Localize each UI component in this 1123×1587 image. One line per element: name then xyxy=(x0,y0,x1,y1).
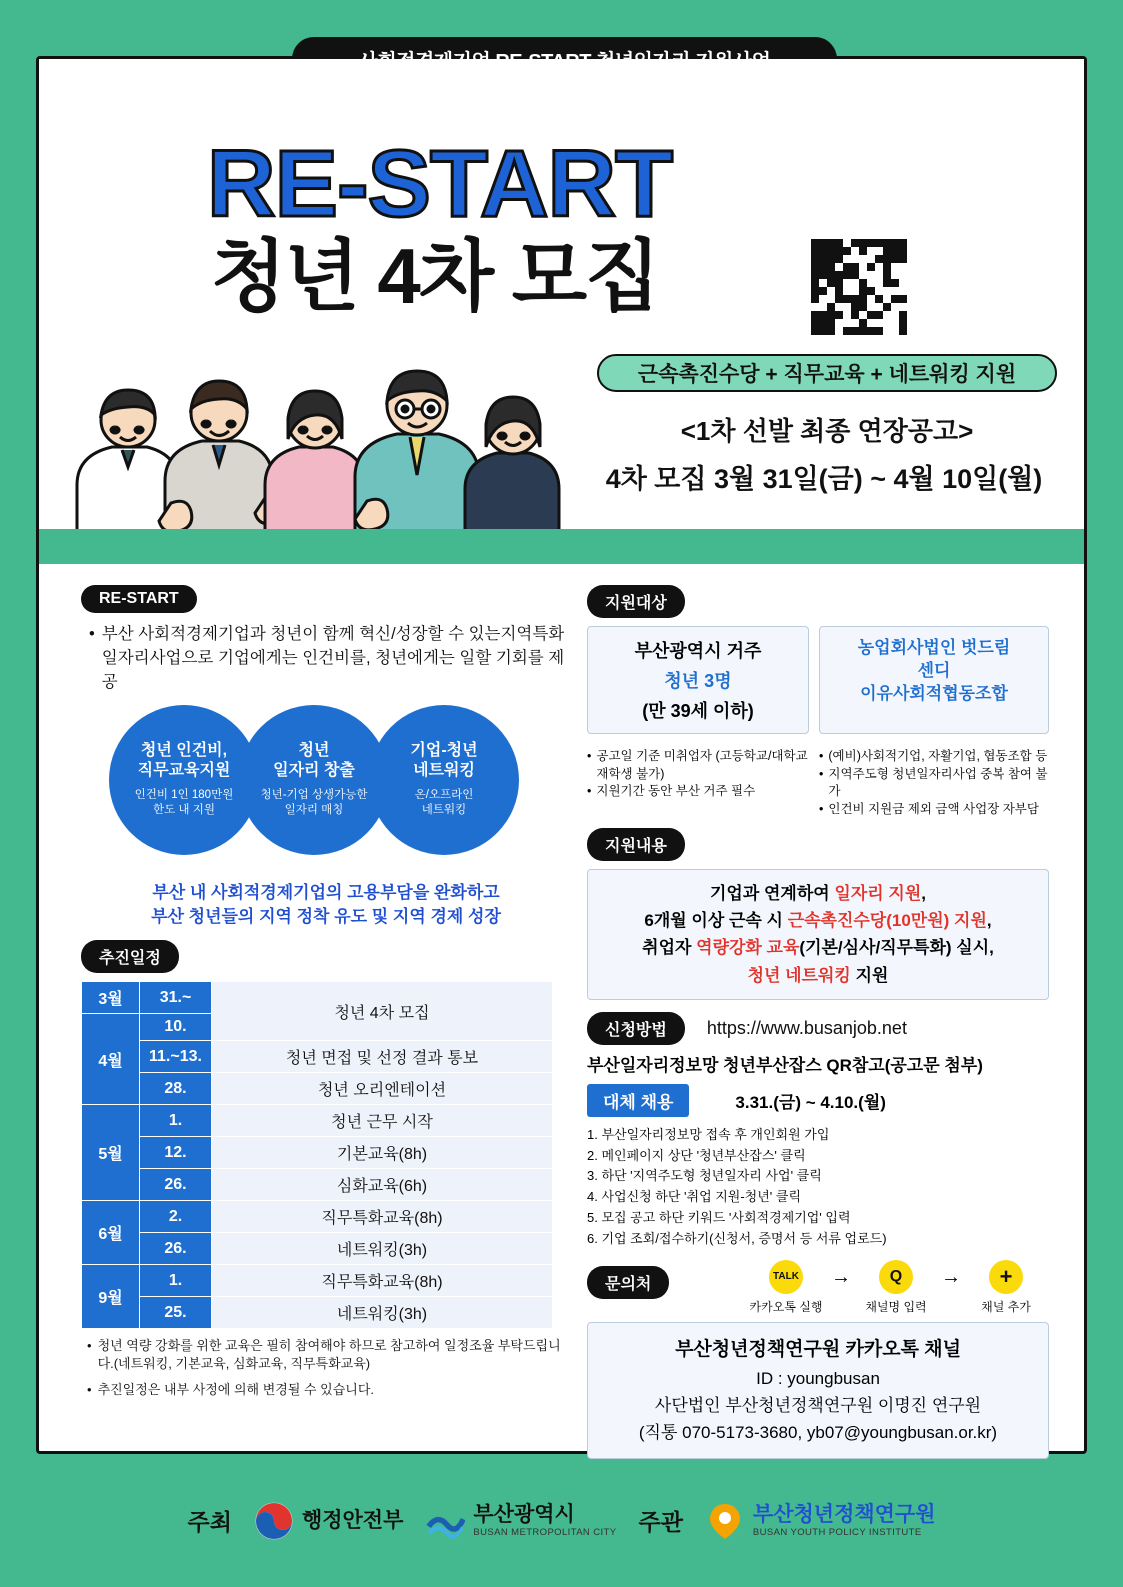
goal-statement: 부산 내 사회적경제기업의 고용부담을 완화하고 부산 청년들의 지역 정착 유도 및 지역 경제 성장 xyxy=(151,882,501,927)
schedule-task: 청년 면접 및 선정 결과 통보 xyxy=(212,1041,553,1073)
list-item xyxy=(587,783,809,801)
target-right-note-1: (예비)사회적기업, 자활기업, 협동조합 등 xyxy=(828,749,1048,763)
list-item xyxy=(587,748,809,783)
kakao-step-1-caption: 카카오톡 실행 xyxy=(749,1299,823,1314)
apply-url-link[interactable]: https://www.busanjob.net xyxy=(706,1017,907,1038)
target-notes xyxy=(587,742,1049,818)
logo-moi xyxy=(254,1501,403,1541)
company-name-3: 이유사회적협동조합 xyxy=(860,683,1008,703)
support-line-1: 기업과 연계하여 일자리 지원, xyxy=(710,884,926,903)
schedule-task: 직무특화교육(8h) xyxy=(212,1201,553,1233)
apply-steps xyxy=(587,1125,1049,1250)
schedule-day: 26. xyxy=(140,1233,212,1265)
circle-item-2 xyxy=(239,705,389,855)
apply-step-3: 3. 하단 '지역주도형 청년일자리 사업' 클릭 xyxy=(587,1168,822,1184)
search-icon: Q xyxy=(879,1260,913,1294)
notice-extension-line: <1차 선발 최종 연장공고> xyxy=(680,416,974,446)
schedule-task: 직무특화교육(8h) xyxy=(212,1265,553,1297)
schedule-task: 청년 근무 시작 xyxy=(212,1105,553,1137)
busan-city-mark-icon xyxy=(425,1501,465,1541)
table-row xyxy=(82,1105,553,1137)
kakao-step-2 xyxy=(853,1260,939,1316)
table-row xyxy=(82,1297,553,1329)
kakao-step-2-caption: 채널명 입력 xyxy=(865,1299,927,1314)
target-count: 청년 3명 xyxy=(664,671,732,691)
contact-header-row xyxy=(587,1254,1049,1316)
pin-icon xyxy=(705,1501,745,1541)
schedule-month: 6월 xyxy=(82,1201,140,1265)
green-divider-bar xyxy=(39,529,1084,564)
host-name: 행정안전부 xyxy=(301,1508,404,1532)
circle-sub-1: 인건비 1인 180만원 한도 내 지원 xyxy=(134,789,234,817)
table-row xyxy=(82,1233,553,1265)
contact-person: 사단법인 부산청년정책연구원 이명진 연구원 xyxy=(654,1396,982,1416)
schedule-table xyxy=(81,981,553,1329)
kakao-steps xyxy=(743,1260,1049,1316)
target-right-note-2: 지역주도형 청년일자리사업 중복 참여 불가 xyxy=(828,766,1048,798)
table-row xyxy=(82,1073,553,1105)
schedule-month: 4월 xyxy=(82,1014,140,1105)
schedule-task: 청년 4차 모집 xyxy=(212,982,553,1041)
target-left-notes xyxy=(587,748,809,818)
schedule-section xyxy=(81,940,571,1400)
kakao-step-3 xyxy=(963,1260,1049,1316)
circle-item-3 xyxy=(369,705,519,855)
target-right-box xyxy=(819,626,1049,734)
list-item xyxy=(819,748,1049,766)
hero-section xyxy=(39,59,1084,564)
schedule-note-1 xyxy=(87,1337,571,1373)
contact-phone-email: (직통 070-5173-3680, yb07@youngbusan.or.kr) xyxy=(638,1423,998,1443)
organizer-label: 주관 xyxy=(638,1509,683,1535)
support-section xyxy=(587,828,1049,1000)
apply-step-5: 5. 모집 공고 하단 키워드 '사회적경제기업' 입력 xyxy=(587,1209,851,1225)
list-item xyxy=(819,766,1049,801)
bullet-dot-icon: • xyxy=(819,801,824,816)
apply-subtitle: 부산일자리정보망 청년부산잡스 QR참고(공고문 첨부) xyxy=(587,1055,983,1075)
poster-card xyxy=(36,56,1087,1454)
recruit-period-line: 4차 모집 3월 31일(금) ~ 4월 10일(월) xyxy=(605,464,1043,494)
arrow-right-icon: → xyxy=(941,1265,961,1288)
table-row xyxy=(82,1137,553,1169)
circle-sub-2: 청년-기업 상생가능한 일자리 매칭 xyxy=(260,789,368,817)
schedule-task: 심화교육(6h) xyxy=(212,1169,553,1201)
support-line-4: 청년 네트워킹 지원 xyxy=(747,965,889,985)
right-column xyxy=(587,585,1049,1459)
kakao-talk-icon: TALK xyxy=(769,1260,803,1294)
apply-step-6: 6. 기업 조회/접수하기(신청서, 증명서 등 서류 업로드) xyxy=(587,1230,887,1246)
left-column xyxy=(81,585,571,1400)
contact-channel: 부산청년정책연구원 카카오톡 채널 xyxy=(675,1338,961,1360)
schedule-month: 9월 xyxy=(82,1265,140,1329)
apply-section xyxy=(587,1012,1049,1250)
circle-title-1: 청년 인건비, 직무교육지원 xyxy=(137,742,231,780)
section-label-target: 지원대상 xyxy=(587,585,685,618)
schedule-day: 1. xyxy=(140,1105,212,1137)
target-left-box xyxy=(587,626,809,734)
section-label-apply: 신청방법 xyxy=(587,1012,685,1045)
restart-circles xyxy=(81,705,571,877)
list-item xyxy=(819,801,1049,819)
restart-description xyxy=(89,623,571,695)
kakao-step-3-caption: 채널 추가 xyxy=(981,1299,1031,1314)
target-right-note-3: 인건비 지원금 제외 금액 사업장 자부담 xyxy=(828,801,1039,816)
arrow-right-icon: → xyxy=(831,1265,851,1288)
schedule-day: 31.~ xyxy=(140,982,212,1014)
benefits-pill: 근속촉진수당 + 직무교육 + 네트워킹 지원 xyxy=(597,354,1057,392)
section-label-contact: 문의처 xyxy=(587,1266,669,1299)
table-row xyxy=(82,1169,553,1201)
schedule-task: 네트워킹(3h) xyxy=(212,1233,553,1265)
company-name-2: 센디 xyxy=(917,660,951,680)
circle-sub-3: 온/오프라인 네트워킹 xyxy=(414,789,474,817)
replace-hiring-label: 대체 채용 xyxy=(587,1084,689,1117)
schedule-note-2-text: 추진일정은 내부 사정에 의해 변경될 수 있습니다. xyxy=(97,1382,375,1398)
plus-icon: + xyxy=(989,1260,1023,1294)
table-row xyxy=(82,1265,553,1297)
apply-step-4: 4. 사업신청 하단 '취업 지원-청년' 클릭 xyxy=(587,1189,802,1205)
section-label-restart: RE-START xyxy=(81,585,197,613)
poster-title-ko: 청년 4차 모집 xyxy=(211,232,659,320)
table-row xyxy=(82,1201,553,1233)
table-row xyxy=(82,1041,553,1073)
kakao-step-1 xyxy=(743,1260,829,1316)
schedule-day: 10. xyxy=(140,1014,212,1041)
schedule-day: 25. xyxy=(140,1297,212,1329)
schedule-day: 12. xyxy=(140,1137,212,1169)
schedule-day: 11.~13. xyxy=(140,1041,212,1073)
target-residence: 부산광역시 거주 xyxy=(634,641,762,661)
schedule-month: 3월 xyxy=(82,982,140,1014)
schedule-task: 네트워킹(3h) xyxy=(212,1297,553,1329)
schedule-day: 1. xyxy=(140,1265,212,1297)
target-left-note-2: 지원기간 동안 부산 거주 필수 xyxy=(596,784,756,798)
schedule-task: 청년 오리엔테이션 xyxy=(212,1073,553,1105)
company-name-1: 농업회사법인 벗드림 xyxy=(857,638,1011,657)
host2-sub: BUSAN METROPOLITAN CITY xyxy=(473,1526,617,1538)
logo-byp xyxy=(705,1501,936,1541)
replace-hiring-row xyxy=(587,1084,1049,1117)
poster-title-en: RE-START xyxy=(207,131,673,237)
target-age: (만 39세 이하) xyxy=(642,701,754,721)
support-box xyxy=(587,869,1049,1000)
schedule-month: 5월 xyxy=(82,1105,140,1201)
replace-hiring-date: 3.31.(금) ~ 4.10.(월) xyxy=(735,1092,886,1112)
table-row xyxy=(82,982,553,1014)
organizer-sub: BUSAN YOUTH POLICY INSTITUTE xyxy=(752,1526,922,1538)
host2-name: 부산광역시 xyxy=(473,1503,575,1527)
circle-item-1 xyxy=(109,705,259,855)
section-label-support: 지원내용 xyxy=(587,828,685,861)
schedule-note-2 xyxy=(87,1381,571,1399)
contact-id: ID : youngbusan xyxy=(756,1368,880,1388)
bullet-dot-icon: • xyxy=(89,625,95,643)
support-line-2: 6개월 이상 근속 시 근속촉진수당(10만원) 지원, xyxy=(644,911,992,931)
organizer-name: 부산청년정책연구원 xyxy=(752,1503,936,1527)
host-label: 주최 xyxy=(187,1509,232,1535)
bullet-dot-icon: • xyxy=(587,749,592,763)
qr-code[interactable] xyxy=(811,239,907,335)
schedule-day: 26. xyxy=(140,1169,212,1201)
circle-title-3: 기업-청년 네트워킹 xyxy=(410,742,478,780)
bullet-dot-icon: • xyxy=(819,766,824,781)
section-label-schedule: 추진일정 xyxy=(81,940,179,973)
bullet-dot-icon: • xyxy=(587,784,592,798)
contact-box xyxy=(587,1322,1049,1460)
poster-body xyxy=(39,571,1084,1451)
apply-step-2: 2. 메인페이지 상단 '청년부산잡스' 클릭 xyxy=(587,1147,806,1163)
target-left-note-1: 공고일 기준 미취업자 (고등학교/대학교 재학생 불가) xyxy=(596,749,808,781)
bullet-dot-icon: • xyxy=(87,1338,92,1354)
target-boxes xyxy=(587,626,1049,734)
footer-logos xyxy=(0,1454,1123,1587)
schedule-task: 기본교육(8h) xyxy=(212,1137,553,1169)
logo-busan-city xyxy=(425,1501,616,1541)
support-line-3: 취업자 역량강화 교육(기본/심사/직무특화) 실시, xyxy=(642,938,994,958)
bullet-dot-icon: • xyxy=(87,1382,92,1398)
target-right-notes xyxy=(819,748,1049,818)
schedule-day: 28. xyxy=(140,1073,212,1105)
schedule-day: 2. xyxy=(140,1201,212,1233)
apply-step-1: 1. 부산일자리정보망 접속 후 개인회원 가입 xyxy=(587,1126,830,1142)
taegeuk-icon xyxy=(254,1501,294,1541)
people-illustration xyxy=(67,335,587,535)
circle-title-2: 청년 일자리 창출 xyxy=(273,742,355,780)
bullet-dot-icon: • xyxy=(819,749,824,763)
restart-description-text: 부산 사회적경제기업과 청년이 함께 혁신/성장할 수 있는지역특화 일자리사업으로 기업에게는 인건비를, 청년에게는 일할 기회를 제공 xyxy=(101,625,565,691)
schedule-note-1-text: 청년 역량 강화를 위한 교육은 필히 참여해야 하므로 참고하여 일정조율 부탁드립니다.(네트워킹, 기본교육, 심화교육, 직무특화교육) xyxy=(97,1338,561,1372)
